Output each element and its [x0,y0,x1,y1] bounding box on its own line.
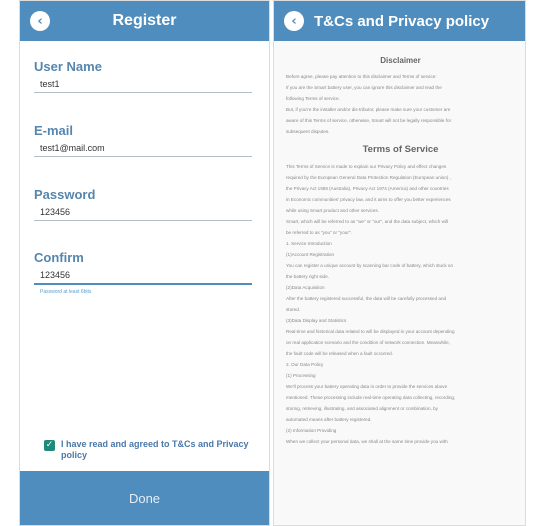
document-line: on real application scenario and the condition of network connection. Meanwhile, [286,340,450,345]
document-line: We'll process your battery operating data in order to provide the services above [286,384,448,389]
agree-terms-row[interactable] [44,439,264,461]
document-line: (1)Account Registration [286,252,335,257]
agree-checkbox[interactable] [44,440,55,451]
register-app-bar [20,1,269,41]
user-name-field [34,59,252,93]
document-line: (2)Data Acquisition [286,285,325,290]
document-line: 1. Service Introduction [286,241,332,246]
document-line: Smart, which will be referred to as "we" or "our", and the data subject, which will [286,219,449,224]
document-line: the battery right side. [286,274,329,279]
confirm-field [34,250,252,295]
document-line: aware of this Terms of service, otherwise, Smart will not be legally responsible for [286,118,452,123]
disclaimer-heading: Disclaimer [380,56,421,65]
document-line: in Economic communities' privacy law, and it aims to offer you better experiences [286,197,451,202]
chevron-left-icon: ‹ [37,13,43,29]
email-input[interactable] [34,138,252,157]
disclaimer-body [286,71,515,137]
document-line: required by the European General Data Protection Regulation (European union) , [286,175,451,180]
document-line: mentioned. These processing include real-time operating data collecting, recording, [286,395,456,400]
document-line: stored. [286,307,301,312]
register-screen [19,0,270,526]
back-button[interactable] [284,11,304,31]
document-line: following Terms of service. [286,96,340,101]
document-line: storing, retrieving, illustrating, and associated alignment or combination, by [286,406,438,411]
confirm-input[interactable] [34,265,252,285]
document-line: When we collect your personal data, we shall at the same time provide you with [286,439,448,444]
terms-screen [273,0,526,526]
user-name-label: User Name [34,59,102,74]
password-field [34,187,252,221]
password-helper-text: Password at least 6bits [40,289,92,295]
email-field [34,123,252,157]
document-line: (1) Processing [286,373,316,378]
confirm-label: Confirm [34,250,84,265]
agree-terms-label[interactable]: I have read and agreed to T&Cs and Privacy policy [61,439,249,460]
document-line: (2) Information Providing [286,428,337,433]
terms-of-service-body [286,161,515,447]
done-button-label: Done [128,490,161,506]
done-button[interactable] [20,471,269,525]
back-button[interactable] [30,11,50,31]
document-line: the fault code will be released when a fault occurred. [286,351,393,356]
email-label: E-mail [34,123,74,138]
password-input[interactable] [34,202,252,221]
document-line: be referred to as "you" or "your". [286,230,352,235]
document-line: while using Smart product and other services. [286,208,379,213]
terms-document[interactable] [274,41,525,447]
document-line: But, if you're the installer and/or dis-tributor, please make sure your customer are [286,107,451,112]
document-line: automated means after battery registered. [286,417,372,422]
page-title: Register [112,12,177,29]
password-label: Password [34,187,96,202]
document-line: After the battery registered successful, the data will be carefully processed and [286,296,447,301]
document-line: 2. Our Data Policy [286,362,324,367]
checkmark-icon: ✓ [45,440,54,450]
terms-of-service-heading: Terms of Service [362,144,439,155]
document-line: You can register a unique account by scanning bar code of battery, which stuck on [286,263,454,268]
document-line: the Privacy Act 1988 (Australia), Privacy Act 1974 (America) and other countries [286,186,449,191]
chevron-left-icon: ‹ [291,13,297,29]
terms-app-bar [274,1,525,41]
document-line: Before agree, please pay attention to this disclaimer and Terms of service: [286,74,437,79]
terms-page-title: T&Cs and Privacy policy [314,12,490,30]
document-line: This Terms of Service is made to explain our Privacy Policy and effect changes [286,164,447,169]
document-line: If you are the Smart battery user, you can ignore this disclaimer and read the [286,85,442,90]
user-name-input[interactable] [34,74,252,93]
document-line: Real-time and historical data related to will be displayed in your account depending [286,329,455,334]
document-line: (3)Data Display and Statistics [286,318,347,323]
document-line: subsequent disputes. [286,129,330,134]
